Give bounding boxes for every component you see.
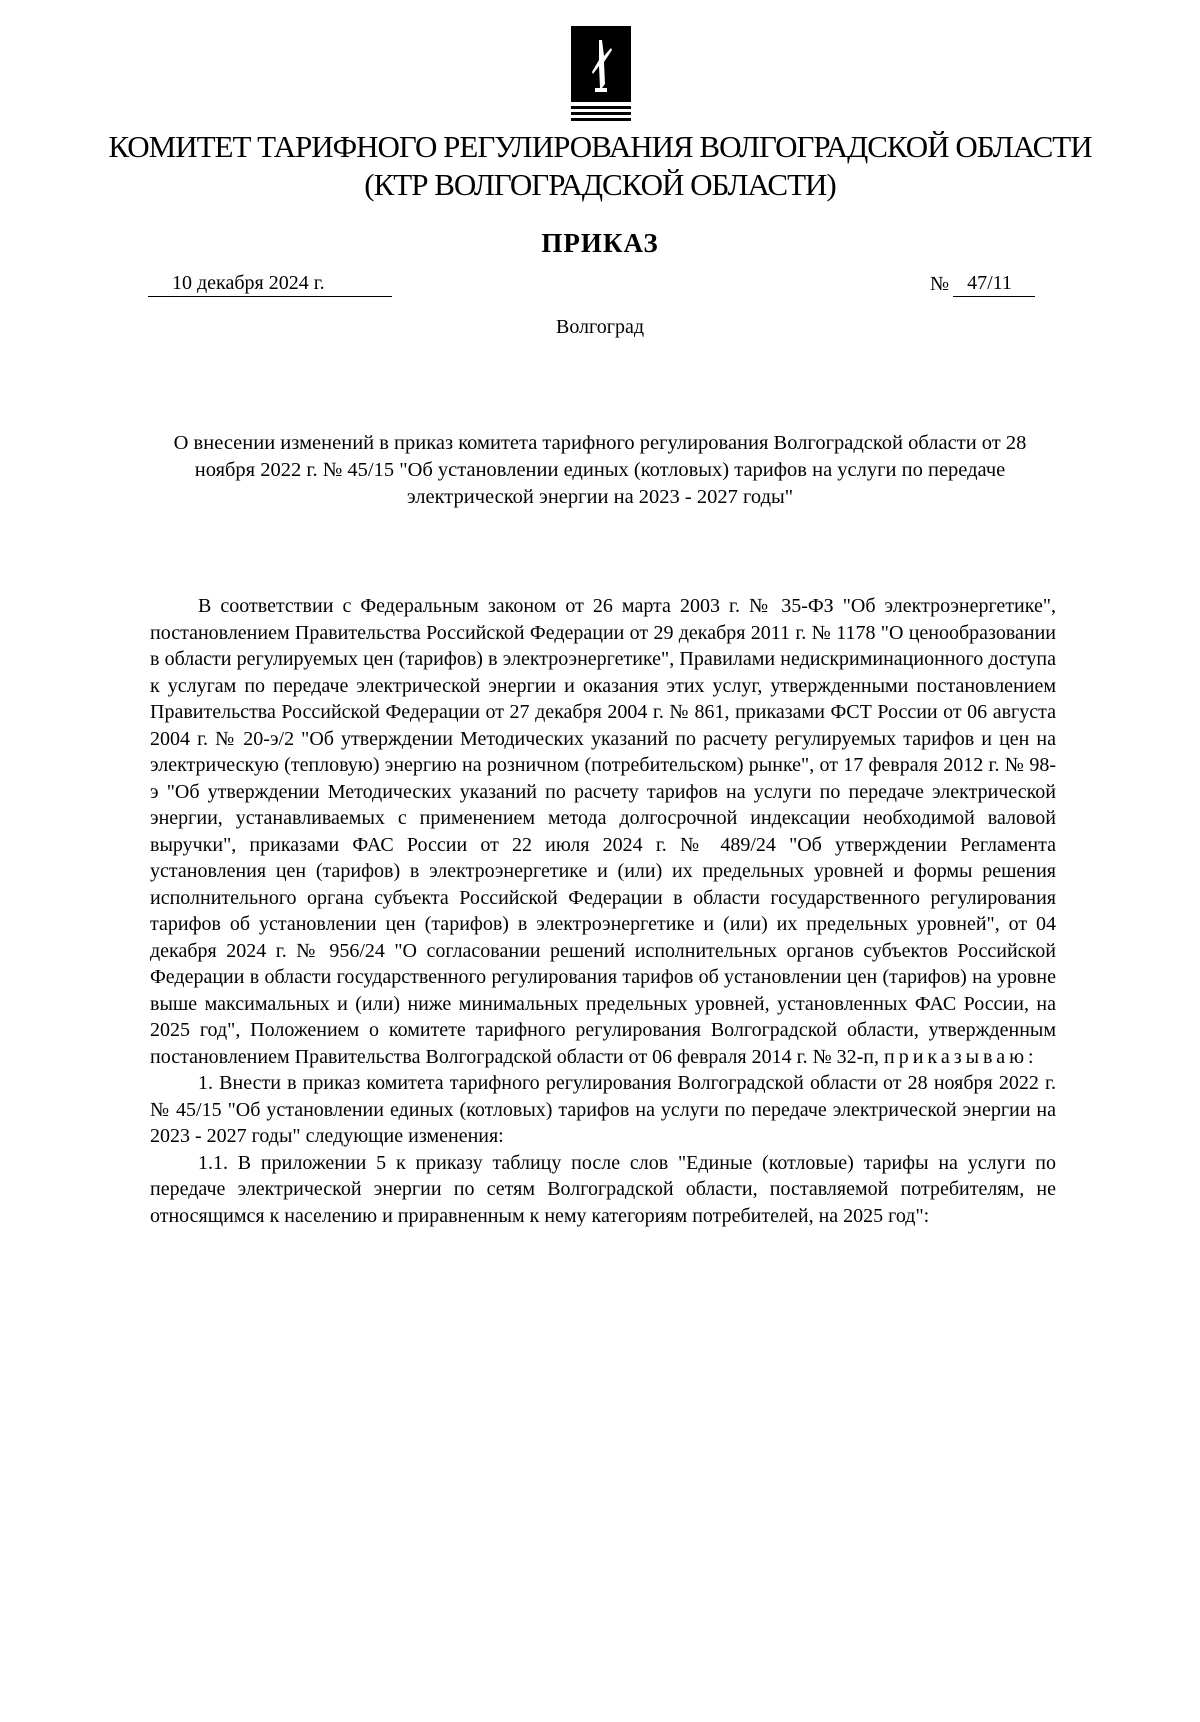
document-number — [930, 270, 1035, 297]
preamble-text: В соответствии с Федеральным законом от 26 марта 2003 г. № 35-ФЗ "Об электроэнергетике", постановлением Правительства Российской Федерации от 29 декабря 2011 г. № 1178 "О ценообразовании в области регулируемых цен (тарифов) в электроэнергетике", Правилами недискриминационного доступа к услугам по передаче электрической энергии и оказания этих услуг, утвержденными постановлением Правительства Российской Федерации от 27 декабря 2004 г. № 861, приказами ФСТ России от 06 августа 2004 г. № 20-э/2 "Об утверждении Методических указаний по расчету регулируемых тарифов и цен на электрическую (тепловую) энергию на розничном (потребительском) рынке", от 17 февраля 2012 г. № 98-э "Об утверждении Методических указаний по расчету тарифов на услуги по передаче электрической энергии, устанавливаемых с применением метода долгосрочной индексации необходимой валовой выручки", приказами ФАС России от 22 июля 2024 г. № 489/24 "Об утверждении Регламента установления цен (тарифов) в электроэнергетике и (или) их предельных уровней и формы решения исполнительного органа субъекта Российской Федерации в области государственного регулирования тарифов об установлении цен (тарифов) в электроэнергетике и (или) их предельных уровней", от 04 декабря 2024 г. № 956/24 "О согласовании решений исполнительных органов субъектов Российской Федерации в области государственного регулирования тарифов об установлении цен (тарифов) на уровне выше максимальных и (или) ниже минимальных предельных уровней, установленных ФАС России, на 2025 год", Положением о комитете тарифного регулирования Волгоградской области, утвержденным постановлением Правительства Волгоградской области от 06 февраля 2014 г. № 32-п, — [150, 595, 1056, 1068]
document-title: О внесении изменений в приказ комитета тарифного регулирования Волгоградской области от 28 ноября 2022 г. № 45/15 "Об установлении единых (котловых) тарифов на услуги по передаче электрической энергии на 2023 - 2027 годы" — [173, 432, 1027, 508]
order-word: приказываю: — [884, 1045, 1038, 1068]
organization-name — [80, 128, 1120, 204]
preamble-paragraph — [150, 593, 1056, 1070]
organization-name-line1: КОМИТЕТ ТАРИФНОГО РЕГУЛИРОВАНИЯ ВОЛГОГРАДСКОЙ ОБЛАСТИ — [108, 129, 1092, 164]
item-1-paragraph: 1. Внести в приказ комитета тарифного регулирования Волгоградской области от 28 ноября 2022 г. № 45/15 "Об установлении единых (котловых) тарифов на услуги по передаче электрической энергии на 2023 - 2027 годы" следующие изменения: — [150, 1072, 1056, 1147]
document-date: 10 декабря 2024 г. — [148, 270, 392, 297]
document-type: ПРИКАЗ — [541, 228, 659, 258]
item-1-1-paragraph: 1.1. В приложении 5 к приказу таблицу после слов "Единые (котловые) тарифы на услуги по передаче электрической энергии по сетям Волгоградской области, поставляемой потребителям, не относящимся к населению и приравненным к нему категориям потребителей, на 2025 год": — [150, 1151, 1056, 1227]
coat-of-arms-emblem — [571, 26, 631, 128]
number-value: 47/11 — [953, 270, 1035, 297]
document-body — [150, 593, 1056, 1229]
document-city: Волгоград — [555, 316, 645, 338]
number-sign: № — [930, 273, 950, 295]
organization-name-line2: (КТР ВОЛГОГРАДСКОЙ ОБЛАСТИ) — [364, 167, 836, 202]
